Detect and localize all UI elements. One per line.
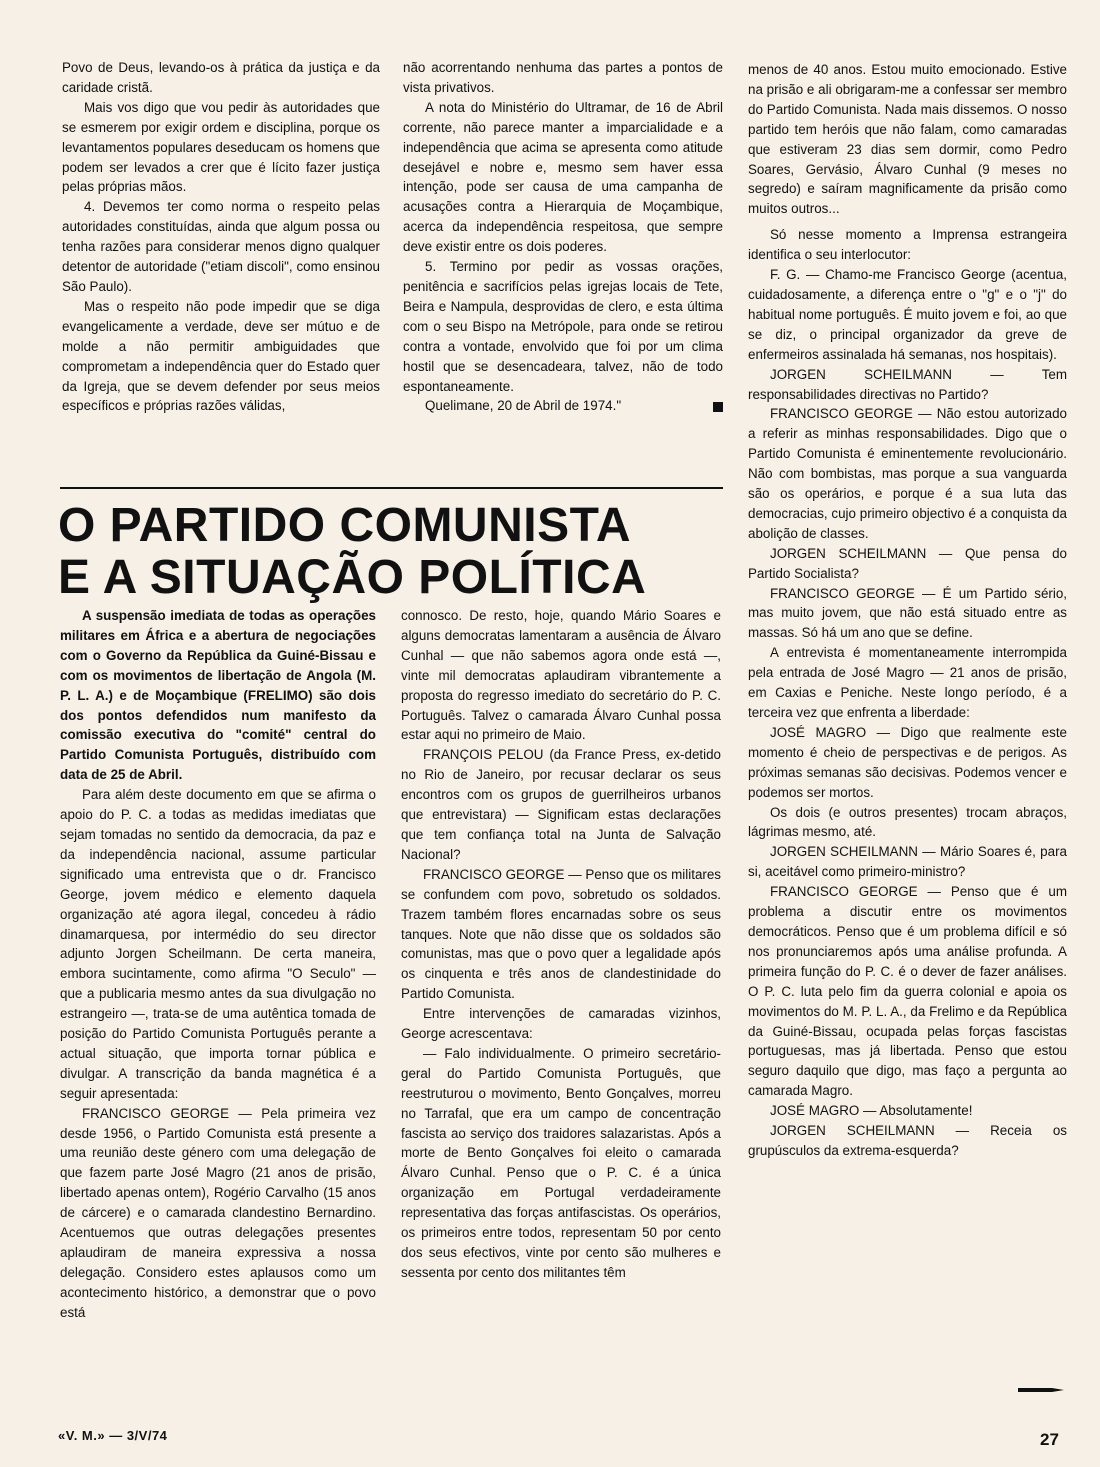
- page-number: 27: [1040, 1430, 1059, 1449]
- paragraph: FRANCISCO GEORGE — Não estou autorizado a referir as minhas responsabilidades. Digo que o Partido Comunista é eminentemente revolucionário. Não com bombistas, mas porque a sua vanguarda são os operários, e porque é a sua luta das democracias, cujo primeiro objectivo é a conquista da abolição de classes.: [748, 406, 1067, 541]
- section-divider: [60, 487, 723, 489]
- paragraph: 4. Devemos ter como norma o respeito pelas autoridades constituídas, ainda que algum possa ou tenha razões para considerar menos digno qualquer detentor de autoridade ("etiam discoli", como ensinou São Paulo).: [62, 199, 380, 294]
- headline-line-1: O PARTIDO COMUNISTA: [58, 499, 632, 552]
- paragraph: connosco. De resto, hoje, quando Mário Soares e alguns democratas lamentaram a ausência de Álvaro Cunhal — que não sabemos agora onde está —, vinte mil democratas aplaudiram vibrantemente a proposta do regresso imediato do secretário do P. C. Português. Talvez o camarada Álvaro Cunhal possa estar aqui no primeiro de Maio.: [401, 608, 721, 743]
- paragraph: JOSÉ MAGRO — Digo que realmente este momento é cheio de perspectivas e de perigos. As próximas semanas são decisivas. Podemos vencer e podemos ser mortos.: [748, 724, 1067, 800]
- paragraph: A entrevista é momentaneamente interrompida pela entrada de José Magro — 21 anos de prisão, em Caxias e Peniche. Neste longo período, é a terceira vez que enfrenta a liberdade:: [748, 645, 1067, 720]
- paragraph: Só nesse momento a Imprensa estrangeira identifica o seu interlocutor:: [748, 227, 1067, 263]
- article-headline: [58, 500, 738, 604]
- paragraph: menos de 40 anos. Estou muito emocionado. Estive na prisão e ali obrigaram-me a confessar ser membro do Partido Comunista. Nada mais dissemos. O nosso partido tem heróis que não falam, como camaradas que estiveram 23 dias sem dormir, como Pedro Soares, Gervásio, Álvaro Cunhal (9 meses no segredo) e saíram magnificamente da prisão como muitos outros...: [748, 62, 1067, 217]
- footer-magazine-issue: «V. M.» — 3/V/74: [58, 1428, 168, 1443]
- column-2: [403, 58, 723, 416]
- column-4: [60, 606, 376, 1323]
- paragraph: Mas o respeito não pode impedir que se diga evangelicamente a verdade, deve ser mútuo e de molde a não permitir ambiguidades que comprometam a independência quer do Estado quer da Igreja, que se devem defender por seus meios específicos e próprias razões válidas,: [62, 298, 380, 414]
- paragraph: Os dois (e outros presentes) trocam abraços, lágrimas mesmo, até.: [748, 804, 1067, 840]
- column-3: [748, 60, 1067, 1161]
- paragraph: JOSÉ MAGRO — Absolutamente!: [770, 1103, 973, 1119]
- paragraph: FRANÇOIS PELOU (da France Press, ex-detido no Rio de Janeiro, por recusar declarar os seus encontros com os grupos de guerrilheiros urbanos que entrevistara) — Significam estas declarações que tem confiança total na Junta de Salvação Nacional?: [401, 747, 721, 862]
- column-5: [401, 606, 721, 1283]
- paragraph: não acorrentando nenhuma das partes a pontos de vista privativos.: [403, 60, 723, 95]
- paragraph: JORGEN SCHEILMANN — Tem responsabilidades directivas no Partido?: [748, 366, 1067, 402]
- paragraph: — Falo individualmente. O primeiro secretário-geral do Partido Comunista Português, que reestruturou o movimento, Bento Gonçalves, morreu no Tarrafal, que era um campo de concentração fascista ao serviço dos traidores salazaristas. Após a morte de Bento Gonçalves foi eleito o camarada Álvaro Cunhal. Penso que o P. C. é a única organização em Portugal verdadeiramente representativa das forças antifascistas. Os operários, os primeiros entre todos, representam 50 por cento dos seus efectivos, vinte por cento são mulheres e sessenta por cento dos militantes têm: [401, 1045, 721, 1280]
- paragraph: JORGEN SCHEILMANN — Receia os grupúsculos da extrema-esquerda?: [748, 1123, 1067, 1158]
- paragraph: Mais vos digo que vou pedir às autoridades que se esmerem por exigir ordem e disciplina, porque os levantamentos populares deseducam os homens que podem ser levados a crer que é lícito fazer justiça pelas próprias mãos.: [62, 99, 380, 195]
- paragraph: JORGEN SCHEILMANN — Mário Soares é, para si, aceitável como primeiro-ministro?: [748, 844, 1067, 880]
- paragraph: A nota do Ministério do Ultramar, de 16 de Abril corrente, não parece manter a imparcialidade e a independência que acima se apresenta como atitude desejável e nobre e, mesmo sem haver essa intenção, pode ser causa de uma campanha de acusações contra a Hierarquia de Moçambique, acerca da independência respeitosa, que sempre deve existir entre os dois poderes.: [403, 99, 723, 255]
- end-of-article-mark: [713, 402, 723, 412]
- headline-line-2: E A SITUAÇÃO POLÍTICA: [58, 551, 647, 604]
- continued-arrow-icon: [1018, 1386, 1064, 1394]
- paragraph: JORGEN SCHEILMANN — Que pensa do Partido Socialista?: [748, 545, 1067, 581]
- paragraph: Para além deste documento em que se afirma o apoio do P. C. a todas as medidas imediatas que sejam tomadas no sentido da democracia, da paz e da independência nacional, assume particular significado uma entrevista que o dr. Francisco George, jovem médico e elemento daquela organização até agora ilegal, concedeu à rádio dinamarquesa, por intermédio do seu director adjunto Jorgen Scheilmann. De certa maneira, embora sucintamente, como afirma "O Seculo" — que a publicaria mesmo antes da sua divulgação no estrangeiro —, trata-se de uma autêntica tomada de posição do Partido Comunista Português perante a actual situação, que importa tornar pública e divulgar. A transcrição da banda magnética é a seguir apresentada:: [60, 787, 376, 1101]
- paragraph: Povo de Deus, levando-os à prática da justiça e da caridade cristã.: [62, 60, 380, 95]
- paragraph: FRANCISCO GEORGE — É um Partido sério, mas muito jovem, que não está situado entre as massas. Só há um ano que se define.: [748, 585, 1067, 641]
- column-1: [62, 58, 380, 416]
- signoff-dateline: Quelimane, 20 de Abril de 1974.": [425, 398, 622, 414]
- paragraph: FRANCISCO GEORGE — Penso que os militares se confundem com povo, sobretudo os soldados. Trazem também flores encarnadas sobre os seus tanques. Note que não disse que os soldados são comunistas, mas que o povo quer a legalidade após os cinquenta e três anos de clandestinidade do Partido Comunista.: [401, 866, 721, 1002]
- paragraph: FRANCISCO GEORGE — Penso que é um problema a discutir entre os movimentos democráticos. Penso que é um problema difícil e só nos pronunciaremos após uma análise profunda. A primeira função do P. C. é o dever de fazer análises. O P. C. luta pelo fim da guerra colonial e apoia os movimentos do M. P. L. A., da Frelimo e da República da Guiné-Bissau, ocupada pelas forças fascistas portuguesas, mas já libertada. Penso que estou seguro daquilo que digo, mas faço a pergunta ao camarada Magro.: [748, 884, 1067, 1099]
- lead-paragraph: A suspensão imediata de todas as operações militares em África e a abertura de negociações com o Governo da República da Guiné-Bissau e com os movimentos de libertação de Angola (M. P. L. A.) e de Moçambique (FRELIMO) são dois dos pontos defendidos num manifesto da comissão executiva do "comité" central do Partido Comunista Português, distribuído com data de 25 de Abril.: [60, 608, 376, 783]
- paragraph: F. G. — Chamo-me Francisco George (acentua, cuidadosamente, a diferença entre o "g" e o "j" do habitual nome português. É muito jovem e foi, ao que se diz, o principal organizador da greve de enfermeiros assinalada há semanas, nos hospitais).: [748, 267, 1067, 362]
- paragraph: FRANCISCO GEORGE — Pela primeira vez desde 1956, o Partido Comunista está presente a uma reunião deste género com uma delegação de que fazem parte José Magro (21 anos de prisão, libertado apenas ontem), Rogério Carvalho (15 anos de cárcere) e o camarada clandestino Bernardino. Acentuemos que outras delegações presentes aplaudiram de maneira expressiva a nossa delegação. Considero estes aplausos como um acontecimento histórico, a demonstrar que o povo está: [60, 1105, 376, 1320]
- paragraph: Entre intervenções de camaradas vizinhos, George acrescentava:: [401, 1006, 721, 1042]
- paragraph: 5. Termino por pedir as vossas orações, penitência e sacrifícios pelas igrejas locais de Tete, Beira e Nampula, desprovidas de clero, e esta última com o seu Bispo na Metrópole, para onde se retirou contra a vontade, envolvido que foi por um clima hostil que se desencadeara, talvez, não de todo espontaneamente.: [403, 259, 723, 394]
